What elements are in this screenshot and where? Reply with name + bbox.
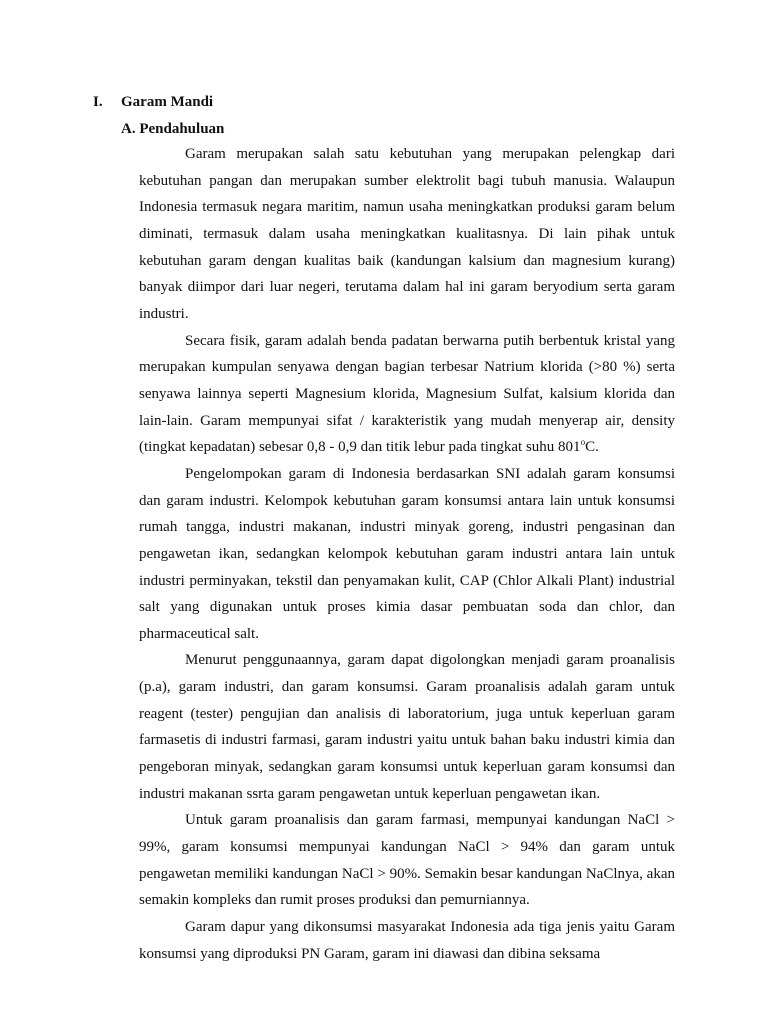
body-text	[139, 141, 675, 967]
paragraph-2-unit: C.	[585, 439, 599, 456]
paragraph-5: Untuk garam proanalisis dan garam farmasi, mempunyai kandungan NaCl > 99%, garam konsumsi mempunyai kandungan NaCl > 94% dan garam untuk pengawetan memiliki kandungan NaCl > 90%. Semakin besar kandungan NaClnya, akan semakin kompleks dan rumit proses produksi dan pemurniannya.	[139, 812, 675, 909]
paragraph-4: Menurut penggunaannya, garam dapat digolongkan menjadi garam proanalisis (p.a), garam industri, dan garam konsumsi. Garam proanalisis adalah garam untuk reagent (tester) pengujian dan analisis di laboratorium, juga untuk keperluan garam farmasetis di industri farmasi, garam industri yaitu untuk bahan baku industri kimia dan pengeboran minyak, sedangkan garam konsumsi untuk keperluan garam konsumsi dan industri makanan ssrta garam pengawetan untuk keperluan pengawetan ikan.	[139, 652, 675, 802]
section-number: I.	[93, 94, 103, 110]
degree-symbol: o	[580, 437, 586, 448]
paragraph-2	[139, 328, 675, 461]
paragraph-3: Pengelompokan garam di Indonesia berdasarkan SNI adalah garam konsumsi dan garam industri. Kelompok kebutuhan garam konsumsi antara lain untuk konsumsi rumah tangga, industri makanan, industri minyak goreng, industri pengasinan dan pengawetan ikan, sedangkan kelompok kebutuhan garam industri antara lain untuk industri perminyakan, tekstil dan penyamakan kulit, CAP (Chlor Alkali Plant) industrial salt yang digunakan untuk proses kimia dasar pembuatan soda dan chlor, dan pharmaceutical salt.	[139, 465, 675, 642]
subsection-title: A. Pendahuluan	[121, 121, 225, 137]
section-title: Garam Mandi	[121, 94, 214, 110]
paragraph-1: Garam merupakan salah satu kebutuhan yang merupakan pelengkap dari kebutuhan pangan dan merupakan sumber elektrolit bagi tubuh manusia. Walaupun Indonesia termasuk negara maritim, namun usaha meningkatkan produksi garam belum diminati, termasuk dalam usaha meningkatkan kualitasnya. Di lain pihak untuk kebutuhan garam dengan kualitas baik (kandungan kalsium dan magnesium kurang) banyak diimpor dari luar negeri, terutama dalam hal ini garam beryodium serta garam industri.	[139, 146, 675, 322]
paragraph-2-text: Secara fisik, garam adalah benda padatan berwarna putih berbentuk kristal yang merupakan kumpulan senyawa dengan bagian terbesar Natrium klorida (>80 %) serta senyawa lainnya seperti Magnesium klorida, Magnesium Sulfat, kalsium klorida dan lain-lain. Garam mempunyai sifat / karakteristik yang mudah menyerap air, density (tingkat kepadatan) sebesar 0,8 - 0,9 dan titik lebur pada tingkat suhu 801	[139, 332, 675, 456]
paragraph-6: Garam dapur yang dikonsumsi masyarakat Indonesia ada tiga jenis yaitu Garam konsumsi yang diproduksi PN Garam, garam ini diawasi dan dibina seksama	[139, 919, 675, 962]
